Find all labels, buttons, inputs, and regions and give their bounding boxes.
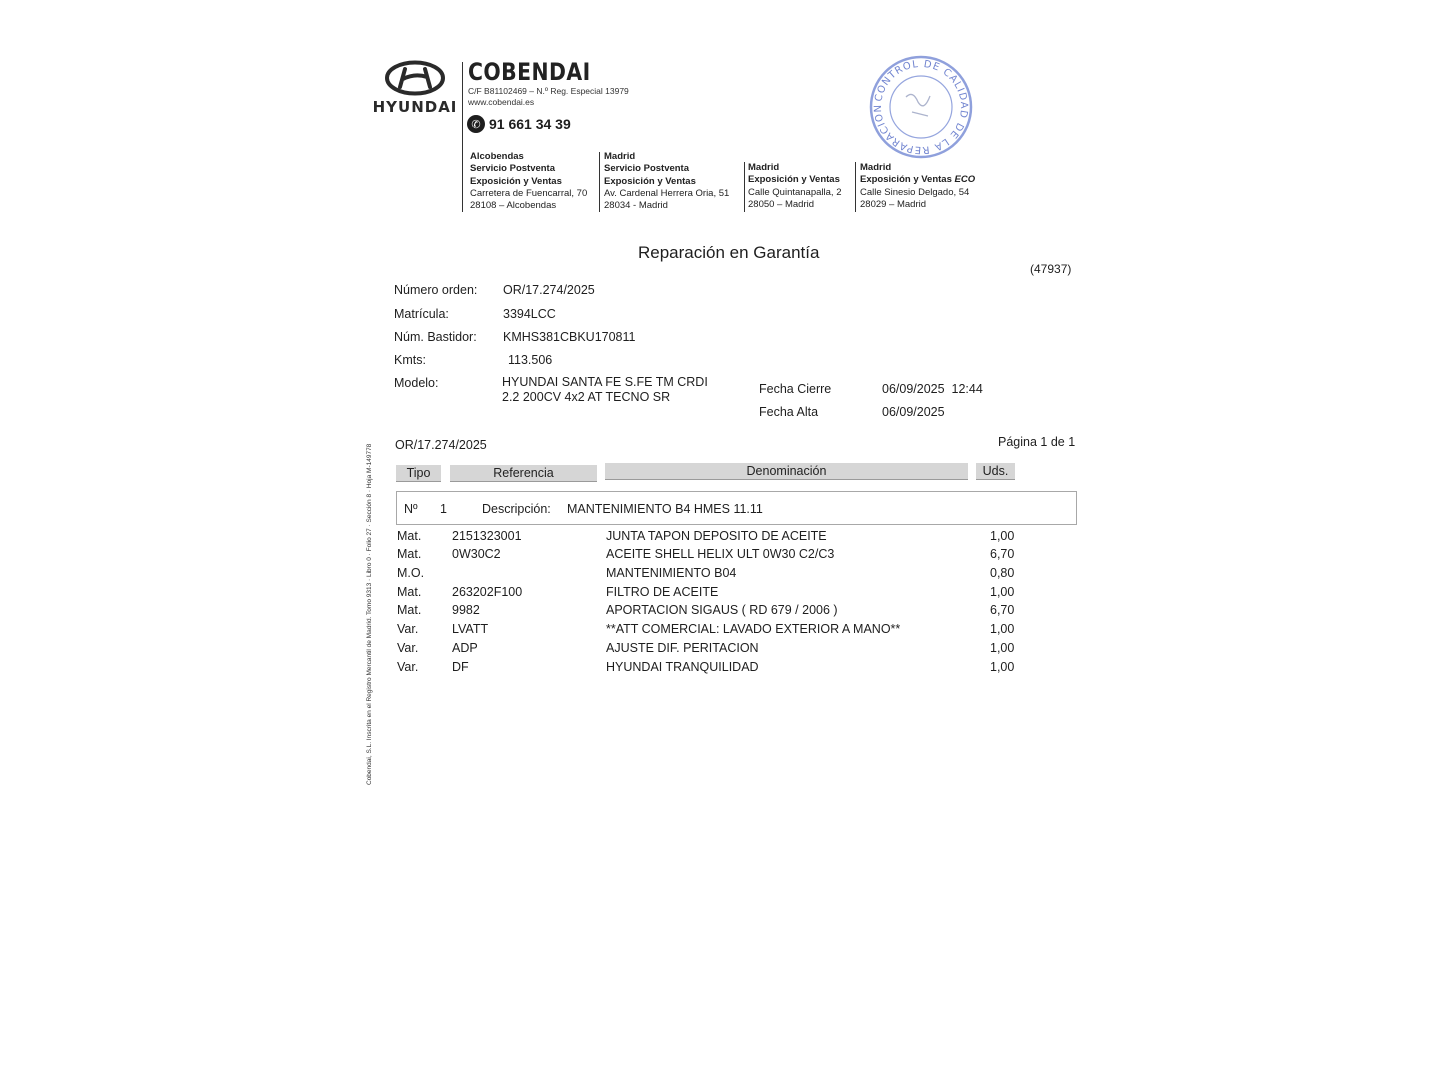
cell-uds: 6,70 — [990, 547, 1015, 561]
branch-line: Carretera de Fuencarral, 70 — [470, 187, 588, 199]
header-divider — [462, 62, 463, 212]
branch-line: Calle Quintanapalla, 2 — [748, 186, 842, 198]
group-number-label: Nº — [404, 502, 418, 516]
stamp-text: CONTROL DE CALIDAD DE LA REPARACION — [872, 58, 970, 156]
matricula-value: 3394LCC — [503, 307, 556, 321]
cell-tipo: Mat. — [397, 603, 422, 617]
kmts-label: Kmts: — [394, 353, 426, 367]
branch-divider — [599, 152, 600, 212]
cell-referencia: 9982 — [452, 603, 480, 617]
cell-referencia: 2151323001 — [452, 529, 522, 543]
company-registration: C/F B81102469 – N.º Reg. Especial 13979 — [468, 86, 629, 96]
cell-referencia: LVATT — [452, 622, 489, 636]
svg-text:CONTROL DE CALIDAD DE LA REPAR — [873, 59, 969, 155]
fecha-cierre-label: Fecha Cierre — [759, 382, 832, 396]
cell-denominacion: MANTENIMIENTO B04 — [606, 566, 737, 580]
cell-referencia: 0W30C2 — [452, 547, 501, 561]
branch-divider — [855, 162, 856, 212]
cell-tipo: Var. — [397, 660, 419, 674]
branch-line: 28034 - Madrid — [604, 200, 668, 212]
company-website: www.cobendai.es — [468, 97, 535, 107]
company-name: COBENDAI — [468, 58, 591, 86]
branch-madrid-herrera-oria — [604, 151, 729, 212]
branch-line: Madrid — [748, 162, 780, 173]
modelo-line1: HYUNDAI SANTA FE S.FE TM CRDI — [502, 375, 708, 389]
order-reference: OR/17.274/2025 — [395, 438, 487, 452]
branch-madrid-eco — [860, 162, 975, 211]
cell-uds: 1,00 — [990, 585, 1015, 599]
cell-uds: 1,00 — [990, 660, 1015, 674]
pagination: Página 1 de 1 — [998, 435, 1076, 449]
branch-line: Av. Cardenal Herrera Oria, 51 — [604, 187, 730, 199]
cell-denominacion: FILTRO DE ACEITE — [606, 585, 719, 599]
cell-uds: 6,70 — [990, 603, 1015, 617]
bastidor-value: KMHS381CBKU170811 — [503, 330, 636, 344]
kmts-value: 113.506 — [508, 353, 553, 367]
hyundai-logo — [370, 60, 460, 116]
cell-referencia: ADP — [452, 641, 478, 655]
branch-line: Exposición y Ventas — [604, 175, 696, 187]
table-row — [0, 641, 1440, 659]
bastidor-label: Núm. Bastidor: — [394, 330, 477, 344]
branch-line: Servicio Postventa — [604, 163, 690, 175]
cell-denominacion: HYUNDAI TRANQUILIDAD — [606, 660, 759, 674]
orden-label: Número orden: — [394, 283, 478, 297]
group-number-value: 1 — [440, 502, 447, 516]
orden-value: OR/17.274/2025 — [503, 283, 595, 297]
cell-tipo: Mat. — [397, 547, 422, 561]
cell-denominacion: APORTACION SIGAUS ( RD 679 / 2006 ) — [606, 603, 838, 617]
cell-uds: 1,00 — [990, 622, 1015, 636]
column-header-denominacion: Denominación — [605, 463, 968, 480]
column-header-uds: Uds. — [976, 463, 1015, 480]
cell-referencia: DF — [452, 660, 469, 674]
hyundai-emblem-icon — [385, 60, 445, 96]
phone-number: 91 661 34 39 — [489, 116, 571, 132]
cell-tipo: Var. — [397, 641, 419, 655]
cell-uds: 1,00 — [990, 529, 1015, 543]
table-row — [0, 529, 1440, 547]
fecha-alta-label: Fecha Alta — [759, 405, 819, 419]
table-row — [0, 622, 1440, 640]
branch-alcobendas — [470, 151, 587, 212]
branch-line: 28050 – Madrid — [748, 198, 815, 210]
quality-control-stamp — [866, 52, 976, 162]
branch-line: Madrid — [604, 151, 636, 162]
cell-uds: 1,00 — [990, 641, 1015, 655]
cell-referencia: 263202F100 — [452, 585, 523, 599]
table-row — [0, 603, 1440, 621]
column-header-tipo: Tipo — [396, 465, 441, 482]
cell-tipo: Mat. — [397, 529, 422, 543]
table-row — [0, 547, 1440, 565]
phone-icon: ✆ — [467, 115, 485, 133]
branch-line: 28029 – Madrid — [860, 198, 927, 210]
cell-tipo: Var. — [397, 622, 419, 636]
table-row — [0, 660, 1440, 678]
branch-line: Exposición y Ventas ECO — [860, 174, 976, 186]
modelo-label: Modelo: — [394, 376, 439, 390]
brand-logo-text: HYUNDAI — [372, 98, 458, 116]
document-title: Reparación en Garantía — [638, 243, 820, 262]
branch-line: 28108 – Alcobendas — [470, 200, 557, 212]
cell-denominacion: ACEITE SHELL HELIX ULT 0W30 C2/C3 — [606, 547, 835, 561]
phone-row — [467, 115, 571, 133]
cell-denominacion: **ATT COMERCIAL: LAVADO EXTERIOR A MANO** — [606, 622, 901, 636]
group-description-label: Descripción: — [482, 502, 551, 516]
table-row — [0, 585, 1440, 603]
branch-line: Alcobendas — [470, 151, 524, 162]
group-description-box — [396, 491, 1077, 525]
branch-line: Servicio Postventa — [470, 163, 556, 175]
branch-divider — [744, 162, 745, 212]
table-row — [0, 566, 1440, 584]
cell-tipo: Mat. — [397, 585, 422, 599]
branch-line: Exposición y Ventas — [470, 175, 562, 187]
branch-line: Madrid — [860, 162, 892, 173]
company-block — [468, 58, 629, 108]
matricula-label: Matrícula: — [394, 307, 449, 321]
fecha-cierre-value: 06/09/2025 12:44 — [882, 382, 983, 396]
registry-note: Cobendai, S.L. Inscrita en el Registro Mercantil de Madrid. Tomo 9313 · Libro 0 · Folio 27 · Sección 8 · Hoja M-149778 — [366, 443, 373, 785]
modelo-line2: 2.2 200CV 4x2 AT TECNO SR — [502, 390, 671, 404]
document-number: (47937) — [1030, 262, 1072, 276]
cell-denominacion: JUNTA TAPON DEPOSITO DE ACEITE — [606, 529, 827, 543]
fecha-alta-value: 06/09/2025 — [882, 405, 945, 419]
cell-denominacion: AJUSTE DIF. PERITACION — [606, 641, 759, 655]
branch-madrid-quintanapalla — [748, 162, 841, 211]
branch-line: Calle Sinesio Delgado, 54 — [860, 186, 970, 198]
group-description-value: MANTENIMIENTO B4 HMES 11.11 — [567, 502, 763, 516]
branch-line: Exposición y Ventas — [748, 174, 840, 186]
cell-uds: 0,80 — [990, 566, 1015, 580]
cell-tipo: M.O. — [397, 566, 425, 580]
column-header-referencia: Referencia — [450, 465, 597, 482]
